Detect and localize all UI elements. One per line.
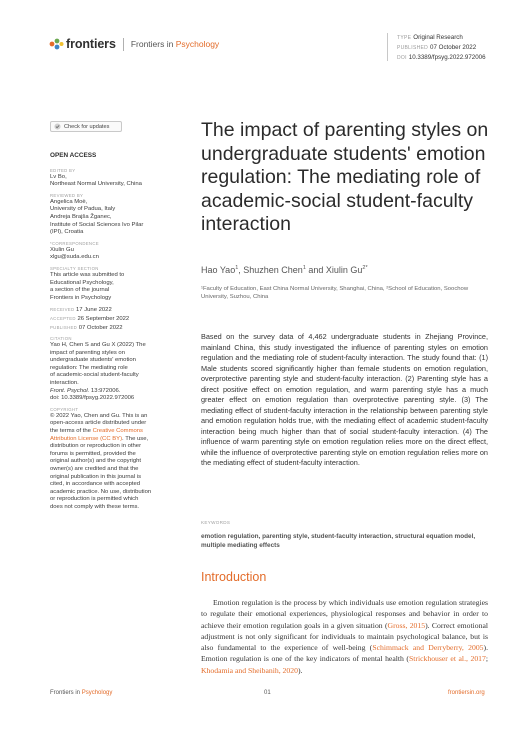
- received-value: 17 June 2022: [76, 307, 112, 314]
- author-name[interactable]: Hao Yao: [201, 265, 236, 275]
- intro-paragraph: [201, 597, 488, 676]
- check-for-updates-button[interactable]: [50, 121, 122, 132]
- citation-link[interactable]: Schimmack and Derryberry, 2005: [372, 643, 484, 652]
- meta-type: [397, 33, 486, 43]
- article-meta: [397, 33, 486, 64]
- publisher-name: frontiers: [66, 37, 116, 51]
- meta-type-value: Original Research: [413, 34, 463, 41]
- meta-published-label: PUBLISHED: [397, 45, 429, 52]
- accepted-label: ACCEPTED: [50, 315, 76, 321]
- correspondence-label: *CORRESPONDENCE: [50, 240, 99, 246]
- journal-name: [131, 39, 219, 49]
- author-affiliation-mark: 1: [235, 265, 239, 271]
- keywords-label: KEYWORDS: [201, 520, 231, 525]
- journal-prefix: Frontiers in: [130, 39, 174, 49]
- citation-text: Yao H, Chen S and Gu X (2022) The impact of parenting styles on undergraduate students' emotion regulation: The mediating role of academic-social student-faculty interaction.: [50, 342, 146, 387]
- article-info-sidebar: [50, 152, 160, 512]
- published-value: 07 October 2022: [78, 324, 123, 331]
- meta-published: [397, 43, 486, 53]
- article-title: The impact of parenting styles on undergraduate students' emotion regulation: The mediating role of academic-social student-faculty interaction: [201, 119, 489, 235]
- keywords: emotion regulation, parenting style, student-faculty interaction, structural equation model, multiple mediating effects: [201, 533, 476, 549]
- check-updates-label: Check for updates: [64, 123, 110, 130]
- check-updates-icon: [54, 123, 61, 130]
- published-label: PUBLISHED: [50, 324, 78, 330]
- citation-doi[interactable]: doi: 10.3389/fpsyg.2022.972006: [50, 395, 135, 402]
- journal-accent: Psychology: [175, 39, 220, 49]
- meta-type-label: TYPE: [397, 35, 412, 41]
- citation-link[interactable]: Gross, 2015: [387, 620, 426, 630]
- citation-label: CITATION: [50, 336, 72, 342]
- reviewed-by: Angelica Moè, University of Padua, Italy Andreja Brajša Žganec, Institute of Social Sciences Ivo Pilar (IPI), Croatia: [50, 198, 144, 236]
- meta-doi: [397, 53, 486, 63]
- intro-text: ;: [485, 654, 488, 664]
- copyright-text-a: © 2022 Yao, Chen and Gu. This is an open-access article distributed under the terms of the: [50, 412, 148, 435]
- intro-text: Emotion regulation is the process by which individuals use emotion regulation strategies to regulate their emotional experiences, physiological responses and behavior in order to achieve their emotion regulation goals in a given situation (: [201, 598, 488, 630]
- open-access-label: OPEN ACCESS: [50, 152, 97, 159]
- citation: [50, 342, 160, 403]
- edited-by-label: EDITED BY: [50, 167, 76, 173]
- specialty-section-label: SPECIALTY SECTION: [50, 265, 99, 271]
- author-affiliation-mark: 2*: [362, 265, 368, 271]
- author-list: [201, 265, 368, 275]
- edited-by: Lv Bo, Northeast Normal University, China: [50, 173, 142, 188]
- footer-journal: [50, 690, 112, 696]
- accepted-date: [50, 315, 160, 324]
- section-heading-introduction: Introduction: [201, 570, 267, 584]
- intro-text: ). Emotion regulation is one of the key indicators of mental health (: [201, 643, 488, 664]
- citation-link[interactable]: Strickhouser et al., 2017: [408, 654, 486, 664]
- cc-by-license-link[interactable]: Creative Commons Attribution License (CC BY): [50, 428, 143, 442]
- copyright: [50, 413, 160, 512]
- reviewed-by-label: REVIEWED BY: [50, 192, 84, 198]
- received-date: [50, 306, 160, 315]
- citation-journal: Front. Psychol.: [50, 387, 90, 394]
- author-affiliation-mark: 1: [302, 265, 306, 271]
- meta-doi-label: DOI: [397, 55, 407, 62]
- page-number: 01: [264, 690, 271, 696]
- accepted-value: 26 September 2022: [77, 315, 130, 322]
- citation-volume: 13:972006.: [89, 387, 121, 394]
- abstract: Based on the survey data of 4,462 undergraduate students in Zhejiang Province, mainland China, this study investigated the influence of parenting styles on emotion regulation and the mediating role of student-faculty interaction. The study found that: (1) Male students scored significantly higher than female students on emotion regulation, overprotective parenting style and student-faculty interaction. (2) Parenting style has a direct positive effect on emotion regulation, and warm parenting style has a much greater effect on emotion regulation than overprotective parenting style. (3) The mediating effect of student-faculty interaction in the relationship between parenting style and emotion regulation holds true, with the mediating effect of academic student-faculty interaction being much higher than that of social student-faculty interaction. (4) The influence of warm parenting style on emotion regulation relies more on the direct effect, while the influence of overprotective parenting style on emotion regulation relies more on the mediating effect of student-faculty interaction.: [201, 332, 488, 467]
- received-label: RECEIVED: [50, 307, 75, 313]
- footer-journal-accent: Psychology: [81, 690, 113, 696]
- correspondence[interactable]: Xiulin Gu xlgu@suda.edu.cn: [50, 246, 99, 261]
- meta-divider: [387, 33, 388, 61]
- published-date: [50, 324, 160, 333]
- footer-journal-prefix: Frontiers in: [50, 690, 82, 696]
- copyright-label: COPYRIGHT: [50, 406, 79, 412]
- author-name[interactable]: , Shuzhen Chen: [238, 265, 303, 275]
- intro-text: ). Correct emotional adjustment is not only significant for individuals to maintain psychological balance, but is also fundamental to the experience of well-being (: [201, 620, 488, 652]
- meta-published-value: 07 October 2022: [430, 44, 477, 52]
- specialty-section: This article was submitted to Educational Psychology, a section of the journal Frontiers in Psychology: [50, 271, 125, 301]
- author-name[interactable]: and Xiulin Gu: [305, 265, 363, 275]
- citation-link[interactable]: Khodamia and Sheibanih, 2020: [201, 665, 298, 675]
- intro-text: ).: [297, 665, 303, 675]
- publisher-logo[interactable]: [48, 37, 219, 51]
- frontiers-logo-icon: [48, 37, 64, 51]
- copyright-text-b: . The use, distribution or reproduction in other forums is permitted, provided the original author(s) and the copyright owner(s) are credited and that the original publication in this journal is cited, in accordance with accepted academic practice. No use, distribution or reproduction is permitted which does not comply with these terms.: [50, 435, 152, 510]
- logo-divider: [123, 38, 124, 51]
- affiliations: ¹Faculty of Education, East China Normal University, Shanghai, China, ²School of Education, Soochow University, Suzhou, China: [201, 286, 469, 300]
- meta-doi-value[interactable]: 10.3389/fpsyg.2022.972006: [408, 54, 486, 62]
- footer-site-link[interactable]: frontiersin.org: [448, 690, 485, 696]
